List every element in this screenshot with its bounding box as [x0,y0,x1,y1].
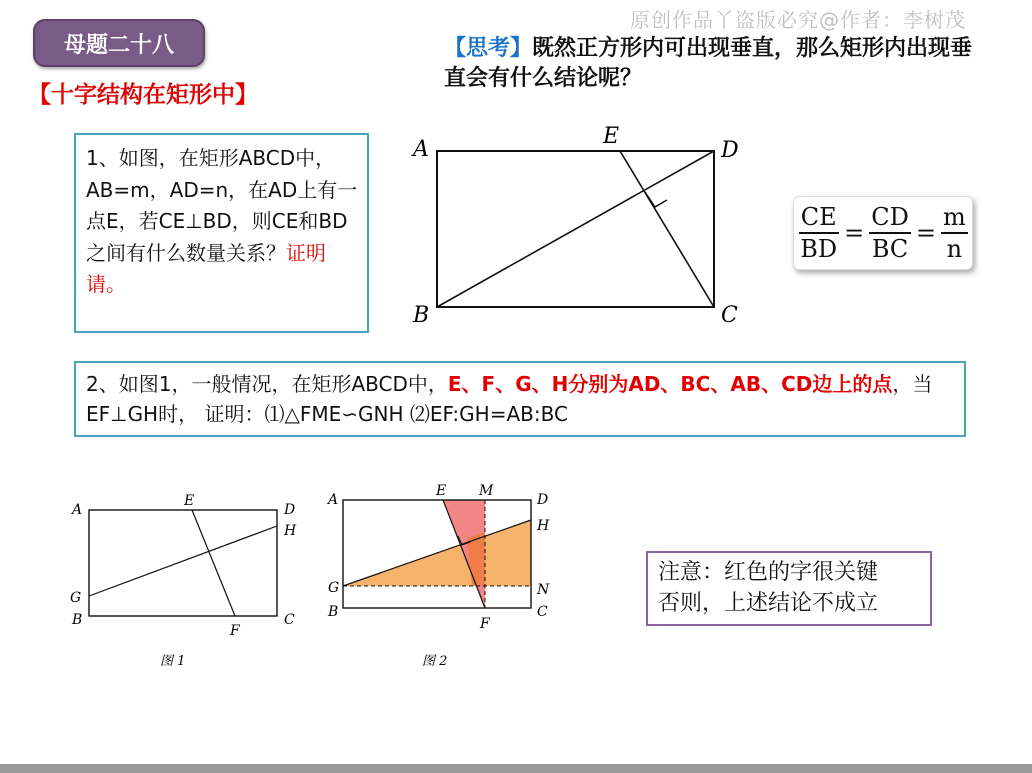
fig2-label-g: G [328,580,340,596]
think-text: 既然正方形内可出现垂直，那么矩形内出现垂直会有什么结论呢？ [444,36,973,91]
watermark: 原创作品丫盗版必究@作者：李树茂 [630,8,966,32]
figure-1 [62,490,312,675]
think-prompt [444,34,984,94]
label-b: B [413,303,430,328]
problem-2-highlight: E、F、G、H分别为AD、BC、AB、CD边上的点 [447,372,893,396]
fig1-label-a: A [72,502,83,518]
problem-2-prefix: 2、如图1，一般情况，在矩形ABCD中， [86,372,448,396]
fig2-label-a: A [328,492,339,508]
note-line-1: 注意：红色的字很关键 [658,560,879,585]
fig2-label-c: C [537,604,548,620]
fraction-m-n: $\frac{m}{n}$ [942,203,966,263]
diagonal-bd [437,151,714,307]
fig1-label-h: H [284,523,297,539]
fig2-label-n: N [537,582,550,598]
fraction-ce-bd: $\frac{CE}{BD}$ [800,203,838,263]
fig2-caption: 图 2 [422,654,448,669]
note-line-2: 否则，上述结论不成立 [658,591,879,616]
fraction-cd-bc: $\frac{CD}{BC}$ [871,203,909,263]
problem-2-box [74,361,966,437]
section-title: 【十字结构在矩形中】 [28,82,258,108]
fig1-label-b: B [72,612,83,628]
fig1-segment-ef [192,510,235,616]
figure-2 [322,478,562,678]
label-c: C [721,303,738,328]
ratio-formula [793,196,973,270]
fig2-label-e: E [436,483,447,499]
fig2-label-b: B [328,604,339,620]
fig2-label-h: H [537,518,550,534]
fig1-label-e: E [184,493,195,509]
equals-sign: = [915,219,936,247]
label-a: A [413,137,429,162]
label-d: D [721,138,739,163]
equals-sign: = [844,219,865,247]
fig2-label-m: M [479,483,494,499]
segment-ce [620,151,714,307]
problem-1-text: 1、如图，在矩形ABCD中，AB=m，AD=n，在AD上有一点E，若CE⊥BD，则CE和BD之间有什么数量关系？ [86,146,358,265]
problem-2-suffix: ，当EF⊥GH时， 证明：⑴△FME∽GNH ⑵EF:GH=AB:BC [86,372,933,426]
problem-1-box [74,133,369,333]
fig2-label-f: F [480,616,490,632]
fig2-label-d: D [537,492,549,508]
fig1-label-g: G [70,590,82,606]
fig1-label-f: F [230,623,240,639]
label-e: E [603,125,620,149]
fig1-rect [89,510,277,616]
think-tag: 【思考】 [444,36,533,61]
fig1-label-c: C [284,612,295,628]
title-badge: 母题二十八 [33,19,205,67]
problem-1-highlight: 证明请。 [86,240,326,296]
fig1-label-d: D [284,502,296,518]
fig1-segment-gh [89,526,277,596]
bottom-bar [0,764,1032,773]
main-rectangle-figure [405,125,755,330]
note-box [646,551,932,626]
fig1-caption: 图 1 [160,654,186,669]
